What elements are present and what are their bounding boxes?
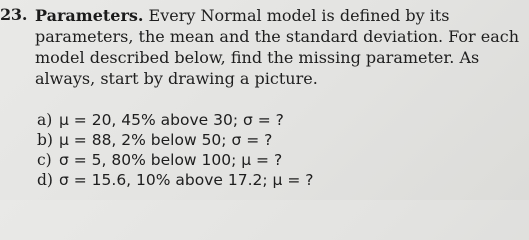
- part-text: μ = 88, 2% below 50; σ = ?: [59, 131, 273, 149]
- part-letter: b): [37, 131, 53, 149]
- exercise-part-c: [37, 150, 313, 170]
- part-letter: a): [37, 111, 53, 129]
- exercise-part-d: [37, 170, 313, 190]
- exercise-parts: [37, 110, 313, 190]
- part-text: σ = 15.6, 10% above 17.2; μ = ?: [59, 171, 314, 189]
- exercise-part-a: [37, 110, 313, 130]
- part-letter: d): [37, 171, 53, 189]
- part-text: σ = 5, 80% below 100; μ = ?: [59, 151, 283, 169]
- part-letter: c): [37, 151, 52, 169]
- part-text: μ = 20, 45% above 30; σ = ?: [59, 111, 284, 129]
- problem-number: 23.: [0, 5, 28, 24]
- problem-statement: [35, 5, 527, 89]
- problem-title: Parameters.: [35, 6, 144, 25]
- problem-intro: Every Normal model is defined by its parameters, the mean and the standard deviation. For each model described below, find the missing parameter. As always, start by drawing a picture.: [35, 6, 520, 88]
- exercise-part-b: [37, 130, 313, 150]
